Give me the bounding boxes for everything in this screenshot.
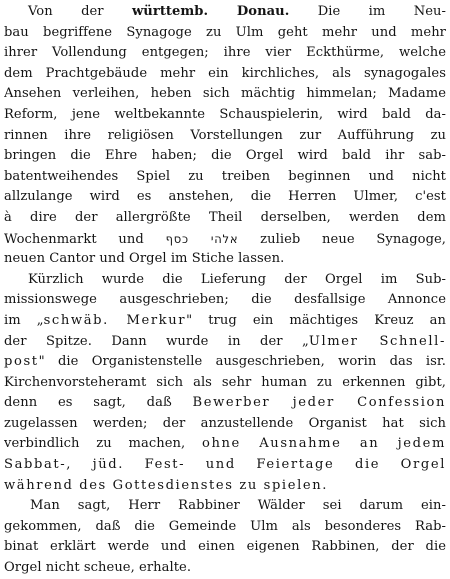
emphasized-text: während des Gottesdienstes zu spielen. [4, 477, 329, 493]
article-text [4, 2, 446, 579]
text-line [4, 146, 446, 167]
emphasized-text: ohne Ausnahme an jedem [202, 436, 446, 452]
text-line [4, 167, 446, 188]
text-line [4, 208, 446, 229]
text-segment: allzulange wird es anstehen, die Herren Ulmer, c'est [4, 189, 446, 205]
text-segment: bringen die Ehre haben; die Orgel wird bald ihr sab- [4, 148, 446, 164]
text-segment: ihrer Vollendung entgegen; ihre vier Eckthürme, welche [4, 45, 446, 61]
text-line [4, 126, 446, 147]
text-segment: rinnen ihre religiösen Vorstellungen zur Aufführung zu [4, 127, 446, 143]
text-segment: bau begriffene Synagoge zu Ulm geht mehr und mehr [4, 24, 446, 40]
text-line [4, 332, 446, 353]
text-segment: Orgel nicht scheue, erhalte. [4, 560, 192, 576]
text-segment: im „ [4, 312, 44, 328]
text-line [4, 105, 446, 126]
text-segment: Die im Neu- [289, 4, 446, 19]
text-segment: dem Prachtgebäude mehr ein kirchliches, als synagogales [4, 65, 446, 81]
emphasized-text: Bewerber jeder Confession [192, 395, 446, 411]
emphasized-text: Ulmer Schnell- [308, 333, 446, 349]
text-line [4, 311, 446, 332]
text-line [4, 434, 446, 455]
text-line [4, 249, 446, 270]
text-line [4, 352, 446, 373]
text-segment: der Spitze. Dann wurde in der „ [4, 333, 309, 349]
text-line [4, 43, 446, 64]
text-segment: Kürzlich wurde die Lieferung der Orgel im Sub- [28, 271, 446, 287]
text-segment: denn es sagt, daß [4, 395, 193, 411]
text-line [4, 23, 446, 44]
text-line [4, 290, 446, 311]
text-line [4, 229, 446, 250]
text-line [4, 537, 446, 558]
text-segment: zulieb neue Synagoge, [238, 231, 446, 247]
text-line [4, 84, 446, 105]
text-segment: Reform, jene weltbekannte Schauspielerin, wird bald da- [4, 106, 446, 122]
emphasized-text: Sabbat-, jüd. Fest- und Feiertage die Orgel [4, 457, 446, 473]
text-segment: missionswege ausgeschrieben; die desfallsige Annonce [4, 292, 446, 308]
text-segment: binat erklärt werde und einen eigenen Rabbinen, der die [4, 539, 446, 555]
text-line [4, 517, 446, 538]
emphasized-text: post [4, 354, 39, 370]
text-segment: neuen Cantor und Orgel im Stiche lassen. [4, 251, 285, 267]
text-segment: Kirchenvorsteheramt sich als sehr human zu erkennen gibt, [4, 374, 446, 390]
text-segment: à dire der allergrößte Theil derselben, werden dem [4, 209, 446, 225]
text-line [4, 373, 446, 394]
text-line [4, 558, 446, 579]
text-line [4, 270, 446, 291]
dateline: württemb. Donau. [131, 4, 290, 19]
hebrew-phrase: אלהי כסף [165, 231, 239, 246]
text-line [4, 496, 446, 517]
text-segment: Von der [28, 4, 132, 19]
text-line [4, 2, 446, 23]
text-line [4, 455, 446, 476]
text-segment: gekommen, daß die Gemeinde Ulm als besonderes Rab- [4, 518, 446, 534]
text-segment: zugelassen werden; der anzustellende Organist hat sich [4, 415, 446, 431]
text-segment: batentweihendes Spiel zu treiben beginnen und nicht [4, 168, 446, 184]
text-line [4, 64, 446, 85]
text-line [4, 393, 446, 414]
text-line [4, 476, 446, 497]
text-segment: verbindlich zu machen, [4, 436, 202, 452]
text-line [4, 414, 446, 435]
text-segment: Wochenmarkt und [4, 231, 166, 247]
text-segment: Ansehen verleihen, heben sich mächtig himmelan; Madame [4, 86, 446, 102]
text-segment: " die Organistenstelle ausgeschrieben, worin das isr. [38, 354, 446, 370]
text-segment: Man sagt, Herr Rabbiner Wälder sei darum ein- [30, 498, 446, 514]
text-segment: " trug ein mächtiges Kreuz an [186, 312, 446, 328]
text-line [4, 187, 446, 208]
emphasized-text: schwäb. Merkur [43, 312, 187, 328]
